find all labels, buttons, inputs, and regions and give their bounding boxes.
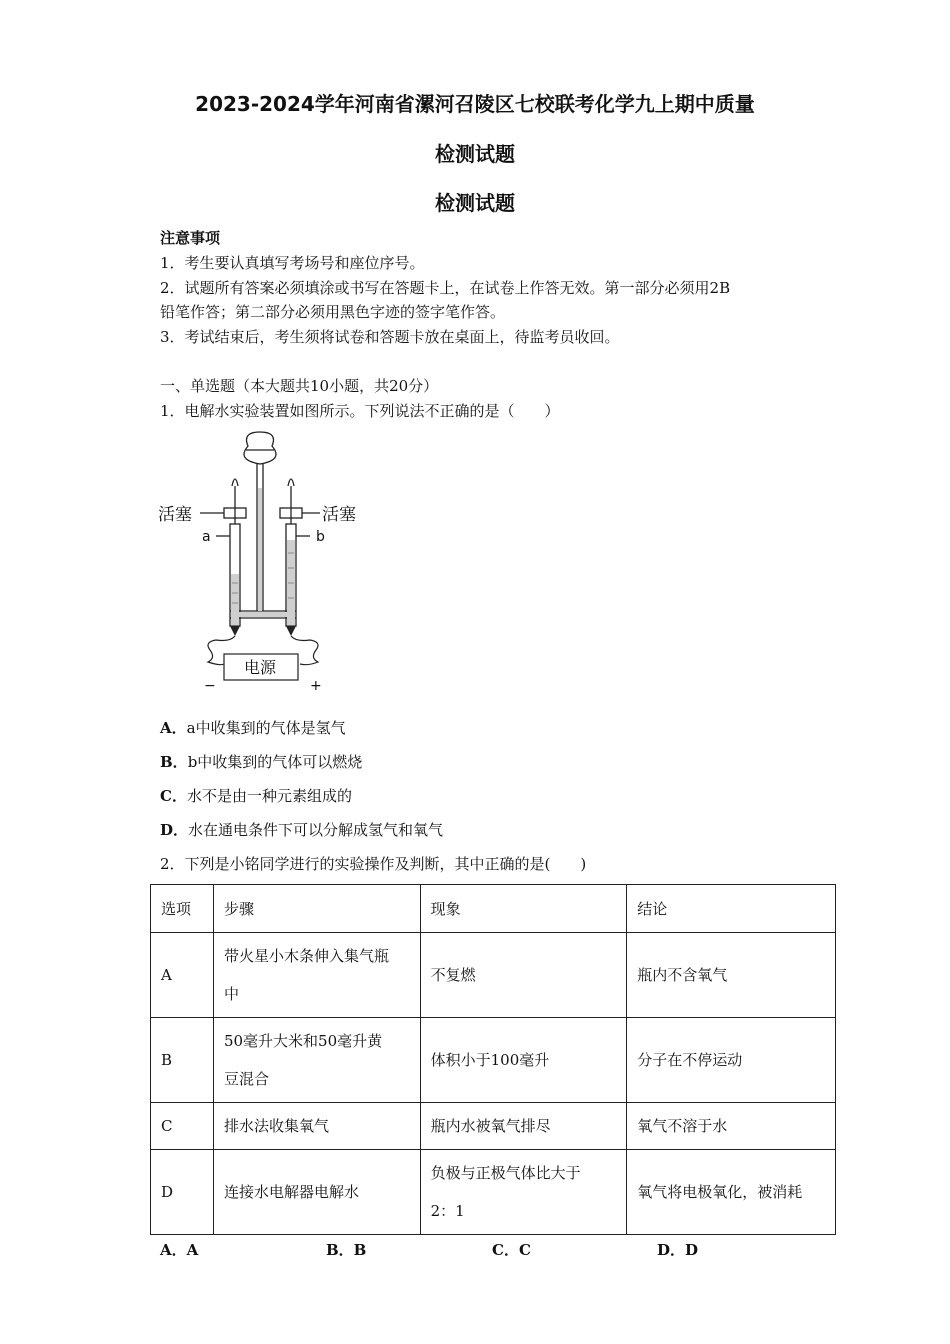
cell-phenomenon-line: 2：1 [430, 1202, 465, 1220]
header-conclusion: 结论 [627, 885, 836, 933]
cell-conclusion: 氧气不溶于水 [627, 1103, 836, 1150]
q1-option-b-label: B． [160, 753, 188, 771]
q1-option-c-text: 水不是由一种元素组成的 [186, 787, 352, 805]
q2-answer-c: C．C [492, 1241, 531, 1259]
notes-item-3: 3．考试结束后，考生须将试卷和答题卡放在桌面上，待监考员收回。 [160, 328, 620, 346]
cell-step-line: 中 [223, 985, 239, 1003]
cell-conclusion: 分子在不停运动 [627, 1018, 836, 1103]
cell-phenomenon: 瓶内水被氧气排尽 [420, 1103, 627, 1150]
cell-step-line: 带火星小木条伸入集气瓶 [223, 947, 389, 965]
exam-title-line2: 检测试题 [435, 142, 515, 166]
cell-step: 排水法收集氧气 [213, 1103, 420, 1150]
q1-option-d-text: 水在通电条件下可以分解成氢气和氧气 [188, 821, 444, 839]
cell-phenomenon: 不复燃 [420, 933, 627, 1018]
exam-title-line1: 2023-2024学年河南省漯河召陵区七校联考化学九上期中质量 [195, 92, 755, 116]
q1-option-a-label: A． [160, 719, 187, 737]
q1-option-c [160, 785, 352, 806]
cell-option: A [151, 933, 214, 1018]
notes-heading: 注意事项 [160, 229, 221, 247]
table-row [151, 1103, 836, 1150]
label-tube-a: a [202, 529, 211, 545]
q2-table [150, 884, 836, 1235]
q1-option-b [160, 751, 362, 772]
electrode-left [230, 626, 240, 636]
cell-step [213, 1018, 420, 1103]
label-tube-b: b [316, 529, 325, 545]
electrolysis-apparatus-figure [150, 428, 370, 696]
q1-option-c-label: C． [160, 787, 187, 805]
table-row [151, 1150, 836, 1235]
label-positive-terminal: + [310, 678, 322, 694]
label-right-valve: 活塞 [322, 505, 356, 525]
header-step: 步骤 [213, 885, 420, 933]
cell-option: D [151, 1150, 214, 1235]
reservoir-bulb [244, 432, 276, 464]
cell-conclusion: 氧气将电极氧化，被消耗 [627, 1150, 836, 1235]
wire-negative [208, 636, 235, 665]
q1-stem: 1．电解水实验装置如图所示。下列说法不正确的是（ ） [160, 402, 560, 420]
q2-answer-a: A．A [160, 1241, 199, 1259]
header-option: 选项 [151, 885, 214, 933]
q2-stem: 2．下列是小铭同学进行的实验操作及判断，其中正确的是( ) [160, 855, 587, 873]
water-center-tube [258, 488, 262, 611]
label-power-supply: 电源 [244, 658, 277, 677]
label-negative-terminal: − [204, 678, 216, 694]
water-tube-a [231, 574, 239, 625]
cell-option: B [151, 1018, 214, 1103]
table-row [151, 1018, 836, 1103]
electrode-right [286, 626, 296, 636]
cell-phenomenon [420, 1150, 627, 1235]
cell-step: 连接水电解器电解水 [213, 1150, 420, 1235]
q1-option-d [160, 819, 443, 840]
notes-item-1: 1．考生要认真填写考场号和座位序号。 [160, 254, 425, 272]
table-header-row [151, 885, 836, 933]
cell-phenomenon: 体积小于100毫升 [420, 1018, 627, 1103]
wire-positive [291, 636, 318, 665]
cell-phenomenon-line: 负极与正极气体比大于 [430, 1164, 581, 1182]
label-left-valve: 活塞 [158, 505, 192, 525]
q2-answer-d: D．D [657, 1241, 699, 1259]
cell-option: C [151, 1103, 214, 1150]
q1-option-d-label: D． [160, 821, 189, 839]
header-phenomenon: 现象 [420, 885, 627, 933]
cell-conclusion: 瓶内不含氧气 [627, 933, 836, 1018]
q1-option-b-text: b中收集到的气体可以燃烧 [187, 753, 363, 771]
cell-step [213, 933, 420, 1018]
exam-subtitle: 检测试题 [435, 191, 515, 215]
notes-item-2: 2．试题所有答案必须填涂或书写在答题卡上，在试卷上作答无效。第一部分必须用2B [160, 279, 731, 297]
table-row [151, 933, 836, 1018]
q1-option-a [160, 717, 346, 738]
q2-answer-b: B．B [326, 1241, 367, 1259]
section1-heading: 一、单选题（本大题共10小题，共20分） [160, 377, 439, 395]
cell-step-line: 50毫升大米和50毫升黄 [223, 1032, 383, 1050]
notes-item-2-cont: 铅笔作答；第二部分必须用黑色字迹的签字笔作答。 [160, 303, 506, 321]
q1-option-a-text: a中收集到的气体是氢气 [186, 719, 346, 737]
cell-step-line: 豆混合 [223, 1070, 269, 1088]
